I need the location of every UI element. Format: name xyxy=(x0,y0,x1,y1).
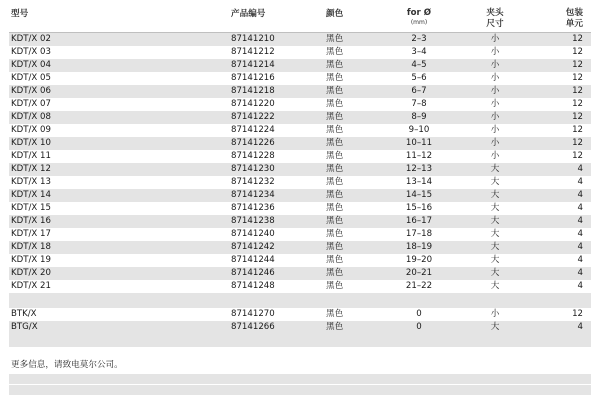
cell-color: 黑色 xyxy=(326,99,344,109)
table-row xyxy=(9,241,591,254)
table-row xyxy=(9,228,591,241)
cell-pack: 12 xyxy=(572,34,583,44)
cell-part-no: 87141216 xyxy=(231,73,275,83)
cell-pack: 12 xyxy=(572,60,583,70)
cell-pack: 12 xyxy=(572,125,583,135)
footnote-text: 更多信息，请致电莫尔公司。 xyxy=(11,360,123,370)
table-row xyxy=(9,163,591,176)
cell-model: KDT/X 07 xyxy=(11,99,51,109)
cell-pack: 12 xyxy=(572,309,583,319)
cell-range: 13–14 xyxy=(405,177,433,187)
cell-color: 黑色 xyxy=(326,242,344,252)
cell-model: KDT/X 19 xyxy=(11,255,51,265)
cell-pack: 4 xyxy=(577,216,583,226)
cell-pack: 4 xyxy=(577,322,583,332)
cell-part-no: 87141234 xyxy=(231,190,275,200)
cell-size: 大 xyxy=(490,203,500,213)
cell-color: 黑色 xyxy=(326,112,344,122)
cell-model: KDT/X 13 xyxy=(11,177,51,187)
cell-pack: 12 xyxy=(572,86,583,96)
cell-range: 15–16 xyxy=(405,203,433,213)
cell-part-no: 87141240 xyxy=(231,229,275,239)
cell-range: 7–8 xyxy=(411,99,427,109)
table-row xyxy=(9,189,591,202)
cell-model: KDT/X 12 xyxy=(11,164,51,174)
cell-color: 黑色 xyxy=(326,216,344,226)
cell-model: KDT/X 21 xyxy=(11,281,51,291)
cell-size: 大 xyxy=(490,255,500,265)
spacer-row xyxy=(9,293,591,308)
table-row xyxy=(9,124,591,137)
cell-color: 黑色 xyxy=(326,190,344,200)
cell-pack: 12 xyxy=(572,99,583,109)
cell-size: 小 xyxy=(490,60,500,70)
table-row xyxy=(9,176,591,189)
cell-pack: 4 xyxy=(577,229,583,239)
cell-model: KDT/X 10 xyxy=(11,138,51,148)
cell-pack: 4 xyxy=(577,268,583,278)
cell-range: 8–9 xyxy=(411,112,427,122)
cell-pack: 12 xyxy=(572,47,583,57)
cell-range: 18–19 xyxy=(405,242,433,252)
header-clip-size-line2: 尺寸 xyxy=(486,19,504,29)
cell-size: 小 xyxy=(490,112,500,122)
cell-model: KDT/X 18 xyxy=(11,242,51,252)
table-row xyxy=(9,150,591,163)
header-model: 型号 xyxy=(11,9,29,19)
cell-color: 黑色 xyxy=(326,125,344,135)
cell-part-no: 87141270 xyxy=(231,309,275,319)
cell-color: 黑色 xyxy=(326,281,344,291)
cell-color: 黑色 xyxy=(326,164,344,174)
cell-part-no: 87141212 xyxy=(231,47,275,57)
cell-color: 黑色 xyxy=(326,229,344,239)
footnote xyxy=(9,357,591,374)
cell-size: 小 xyxy=(490,151,500,161)
cell-part-no: 87141228 xyxy=(231,151,275,161)
cell-color: 黑色 xyxy=(326,34,344,44)
cell-pack: 12 xyxy=(572,151,583,161)
header-pack-unit-line2: 单元 xyxy=(565,19,583,29)
cell-range: 17–18 xyxy=(405,229,433,239)
cell-pack: 4 xyxy=(577,255,583,265)
header-part-no: 产品编号 xyxy=(231,9,266,19)
cell-part-no: 87141220 xyxy=(231,99,275,109)
cell-size: 小 xyxy=(490,73,500,83)
footer-band-2 xyxy=(9,385,591,395)
cell-range: 10–11 xyxy=(405,138,433,148)
cell-pack: 4 xyxy=(577,177,583,187)
cell-range: 4–5 xyxy=(411,60,427,70)
cell-model: KDT/X 03 xyxy=(11,47,51,57)
cell-pack: 12 xyxy=(572,73,583,83)
cell-range: 6–7 xyxy=(411,86,427,96)
table-row xyxy=(9,202,591,215)
table-row xyxy=(9,321,591,334)
cell-model: KDT/X 06 xyxy=(11,86,51,96)
cell-color: 黑色 xyxy=(326,151,344,161)
cell-color: 黑色 xyxy=(326,86,344,96)
cell-size: 大 xyxy=(490,177,500,187)
table-row xyxy=(9,137,591,150)
cell-pack: 4 xyxy=(577,242,583,252)
cell-part-no: 87141232 xyxy=(231,177,275,187)
cell-size: 小 xyxy=(490,309,500,319)
cell-color: 黑色 xyxy=(326,255,344,265)
cell-range: 21–22 xyxy=(405,281,433,291)
cell-size: 大 xyxy=(490,216,500,226)
cell-color: 黑色 xyxy=(326,177,344,187)
table-row xyxy=(9,267,591,280)
cell-color: 黑色 xyxy=(326,203,344,213)
cell-range: 16–17 xyxy=(405,216,433,226)
cell-range: 9–10 xyxy=(408,125,430,135)
cell-model: BTG/X xyxy=(11,322,38,332)
cell-model: BTK/X xyxy=(11,309,37,319)
cell-range: 11–12 xyxy=(405,151,433,161)
table-row xyxy=(9,98,591,111)
cell-model: KDT/X 20 xyxy=(11,268,51,278)
cell-part-no: 87141218 xyxy=(231,86,275,96)
cell-model: KDT/X 08 xyxy=(11,112,51,122)
cell-part-no: 87141244 xyxy=(231,255,275,265)
cell-model: KDT/X 17 xyxy=(11,229,51,239)
cell-part-no: 87141266 xyxy=(231,322,275,332)
cell-size: 小 xyxy=(490,138,500,148)
cell-pack: 12 xyxy=(572,112,583,122)
cell-part-no: 87141246 xyxy=(231,268,275,278)
cell-color: 黑色 xyxy=(326,73,344,83)
cell-pack: 4 xyxy=(577,164,583,174)
table-row xyxy=(9,85,591,98)
cell-model: KDT/X 04 xyxy=(11,60,51,70)
table-row xyxy=(9,111,591,124)
cell-size: 小 xyxy=(490,47,500,57)
cell-size: 大 xyxy=(490,229,500,239)
cell-color: 黑色 xyxy=(326,47,344,57)
cell-size: 大 xyxy=(490,242,500,252)
table-row xyxy=(9,280,591,293)
cell-range: 3–4 xyxy=(411,47,427,57)
cell-range: 2–3 xyxy=(411,34,427,44)
cell-size: 大 xyxy=(490,190,500,200)
cell-pack: 4 xyxy=(577,281,583,291)
cell-model: KDT/X 15 xyxy=(11,203,51,213)
cell-part-no: 87141238 xyxy=(231,216,275,226)
cell-range: 0 xyxy=(416,309,422,319)
cell-model: KDT/X 05 xyxy=(11,73,51,83)
cell-model: KDT/X 16 xyxy=(11,216,51,226)
cell-part-no: 87141248 xyxy=(231,281,275,291)
cell-size: 大 xyxy=(490,281,500,291)
cell-color: 黑色 xyxy=(326,268,344,278)
cell-pack: 12 xyxy=(572,138,583,148)
cell-part-no: 87141242 xyxy=(231,242,275,252)
spacer-row xyxy=(9,334,591,347)
cell-pack: 4 xyxy=(577,203,583,213)
header-color: 颜色 xyxy=(326,9,344,19)
header-clip-size-line1: 夹头 xyxy=(486,8,504,18)
cell-size: 小 xyxy=(490,86,500,96)
cell-color: 黑色 xyxy=(326,309,344,319)
cell-part-no: 87141224 xyxy=(231,125,275,135)
product-table xyxy=(9,0,591,401)
cell-size: 小 xyxy=(490,99,500,109)
cell-color: 黑色 xyxy=(326,138,344,148)
table-row xyxy=(9,308,591,321)
cell-model: KDT/X 14 xyxy=(11,190,51,200)
table-row xyxy=(9,72,591,85)
cell-range: 19–20 xyxy=(405,255,433,265)
cell-part-no: 87141230 xyxy=(231,164,275,174)
header-for-dia-label: for Ø xyxy=(406,8,432,18)
header-clip-size xyxy=(479,8,511,30)
header-for-dia xyxy=(399,8,439,27)
cell-range: 20–21 xyxy=(405,268,433,278)
footer-band-1 xyxy=(9,374,591,384)
cell-part-no: 87141222 xyxy=(231,112,275,122)
cell-range: 14–15 xyxy=(405,190,433,200)
header-for-dia-unit: (mm) xyxy=(410,19,428,26)
cell-size: 大 xyxy=(490,268,500,278)
cell-range: 5–6 xyxy=(411,73,427,83)
cell-model: KDT/X 11 xyxy=(11,151,51,161)
table-row xyxy=(9,254,591,267)
cell-color: 黑色 xyxy=(326,322,344,332)
cell-size: 大 xyxy=(490,322,500,332)
cell-range: 0 xyxy=(416,322,422,332)
cell-model: KDT/X 09 xyxy=(11,125,51,135)
cell-range: 12–13 xyxy=(405,164,433,174)
cell-pack: 4 xyxy=(577,190,583,200)
cell-part-no: 87141226 xyxy=(231,138,275,148)
table-row xyxy=(9,33,591,46)
table-row xyxy=(9,59,591,72)
header-pack-unit-line1: 包装 xyxy=(565,8,583,18)
cell-part-no: 87141236 xyxy=(231,203,275,213)
cell-color: 黑色 xyxy=(326,60,344,70)
cell-size: 小 xyxy=(490,125,500,135)
cell-part-no: 87141210 xyxy=(231,34,275,44)
cell-part-no: 87141214 xyxy=(231,60,275,70)
cell-size: 大 xyxy=(490,164,500,174)
cell-model: KDT/X 02 xyxy=(11,34,51,44)
table-header xyxy=(9,0,591,32)
cell-size: 小 xyxy=(490,34,500,44)
table-row xyxy=(9,46,591,59)
table-row xyxy=(9,215,591,228)
header-pack-unit xyxy=(549,8,583,30)
